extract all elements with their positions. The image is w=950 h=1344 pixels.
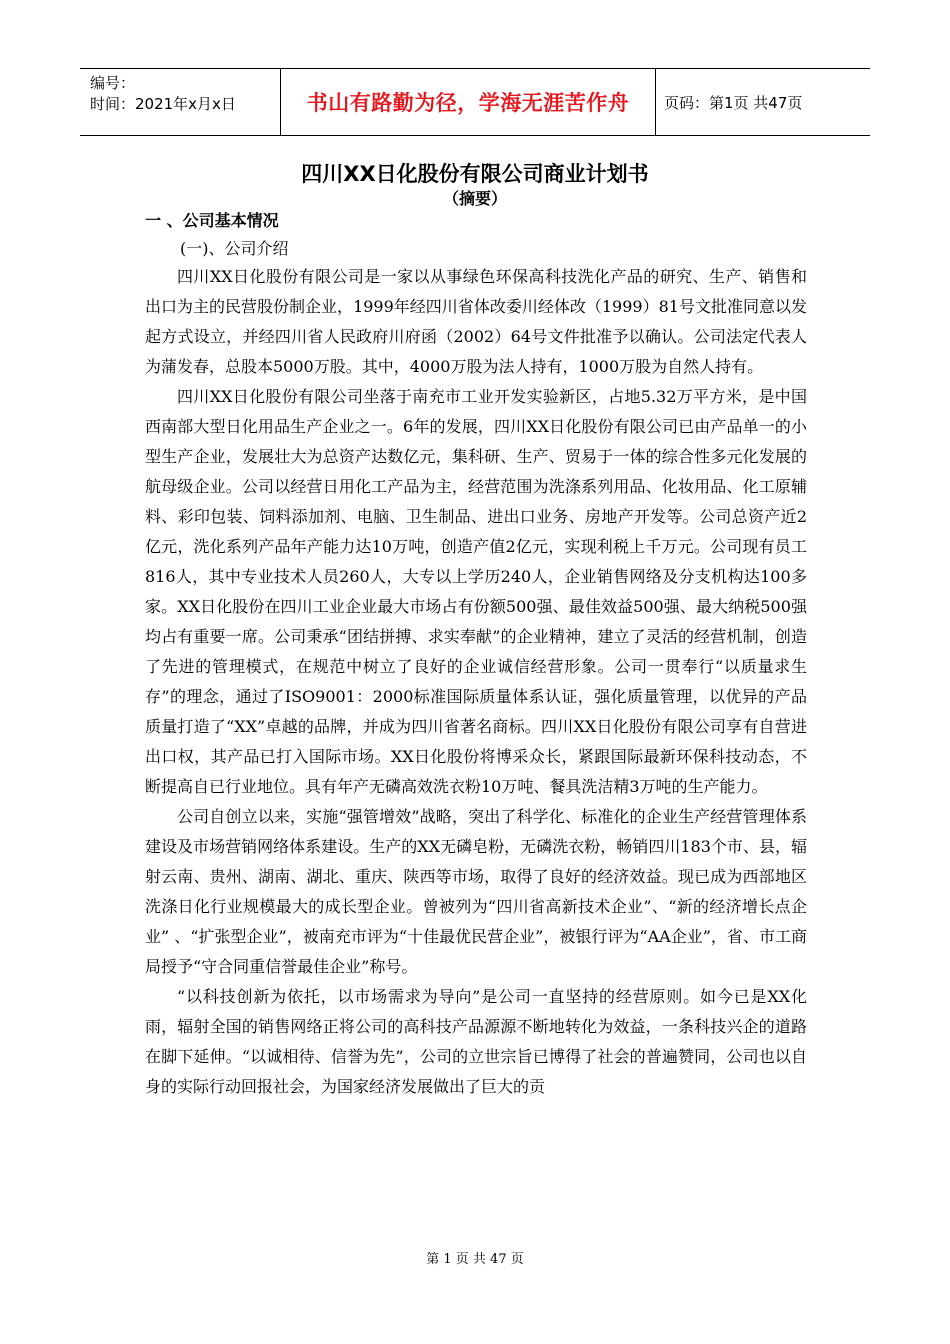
document-subtitle: （摘要） xyxy=(442,189,507,208)
section-heading: 一 、公司基本情况 xyxy=(145,211,279,230)
paragraph-4: “以科技创新为依托，以市场需求为导向”是公司一直坚持的经营原则。如今已是XX化雨，辐射全国的销售网络正将公司的高科技产品源源不断地转化为效益，一条科技兴企的道路在脚下延伸。“以诚相待、信誉为先”，公司的立世宗旨已博得了社会的普遍赞同，公司也以自身的实际行动回报社会，为国家经济发展做出了巨大的贡 xyxy=(145,987,807,1096)
paragraph-2: 四川XX日化股份有限公司坐落于南充市工业开发实验新区，占地5.32万平方米，是中国西南部大型日化用品生产企业之一。6年的发展，四川XX日化股份有限公司已由产品单一的小型生产企业，发展壮大为总资产达数亿元，集科研、生产、贸易于一体的综合性多元化发展的航母级企业。公司以经营日用化工产品为主，经营范围为洗涤系列用品、化妆用品、化工原辅料、彩印包装、饲料添加剂、电脑、卫生制品、进出口业务、房地产开发等。公司总资产近2亿元，洗化系列产品年产能力达10万吨，创造产值2亿元，实现利税上千万元。公司现有员工816人，其中专业技术人员260人，大专以上学历240人，企业销售网络及分支机构达100多家。XX日化股份在四川工业企业最大市场占有份额500强、最佳效益500强、最大纳税500强均占有重要一席。公司秉承“团结拼搏、求实奉献”的企业精神，建立了灵活的经营机制，创造了先进的管理模式，在规范中树立了良好的企业诚信经营形象。公司一贯奉行“以质量求生存”的理念，通过了ISO9001：2000标准国际质量体系认证，强化质量管理，以优异的产品质量打造了“XX”卓越的品牌，并成为四川省著名商标。四川XX日化股份有限公司享有自营进出口权，其产品已打入国际市场。XX日化股份将博采众长，紧跟国际最新环保科技动态，不断提高自已行业地位。具有年产无磷高效洗衣粉10万吨、餐具洗洁精3万吨的生产能力。 xyxy=(145,387,807,796)
header-meta xyxy=(80,69,280,135)
page-count-text: 页码：第1页 共47页 xyxy=(664,93,803,112)
page-header xyxy=(80,68,870,136)
document-date: 时间：2021年x月x日 xyxy=(90,95,236,113)
paragraph-3: 公司自创立以来，实施“强管增效”战略，突出了科学化、标准化的企业生产经营管理体系建设及市场营销网络体系建设。生产的XX无磷皂粉，无磷洗衣粉，畅销四川183个市、县，辐射云南、贵州、湖南、湖北、重庆、陕西等市场，取得了良好的经济效益。现已成为西部地区洗涤日化行业规模最大的成长型企业。曾被列为“四川省高新技术企业”、“新的经济增长点企业” 、“扩张型企业”，被南充市评为“十佳最优民营企业”，被银行评为“AA企业”，省、市工商局授予“守合同重信誉最佳企业”称号。 xyxy=(145,807,807,976)
header-page-info xyxy=(656,69,870,135)
paragraph-1: 四川XX日化股份有限公司是一家以从事绿色环保高科技洗化产品的研究、生产、销售和出口为主的民营股份制企业，1999年经四川省体改委川经体改（1999）81号文批准同意以发起方式设立，并经四川省人民政府川府函（2002）64号文件批准予以确认。公司法定代表人为蒲发春，总股本5000万股。其中，4000万股为法人持有，1000万股为自然人持有。 xyxy=(145,267,807,376)
body-content xyxy=(145,262,807,1102)
page-footer: 第 1 页 共 47 页 xyxy=(426,1252,524,1267)
header-motto xyxy=(280,69,656,135)
sub-heading: (一)、公司介绍 xyxy=(180,239,289,258)
motto-text: 书山有路勤为径，学海无涯苦作舟 xyxy=(306,91,630,115)
document-number-label: 编号： xyxy=(90,74,136,92)
document-title: 四川XX日化股份有限公司商业计划书 xyxy=(301,162,649,186)
